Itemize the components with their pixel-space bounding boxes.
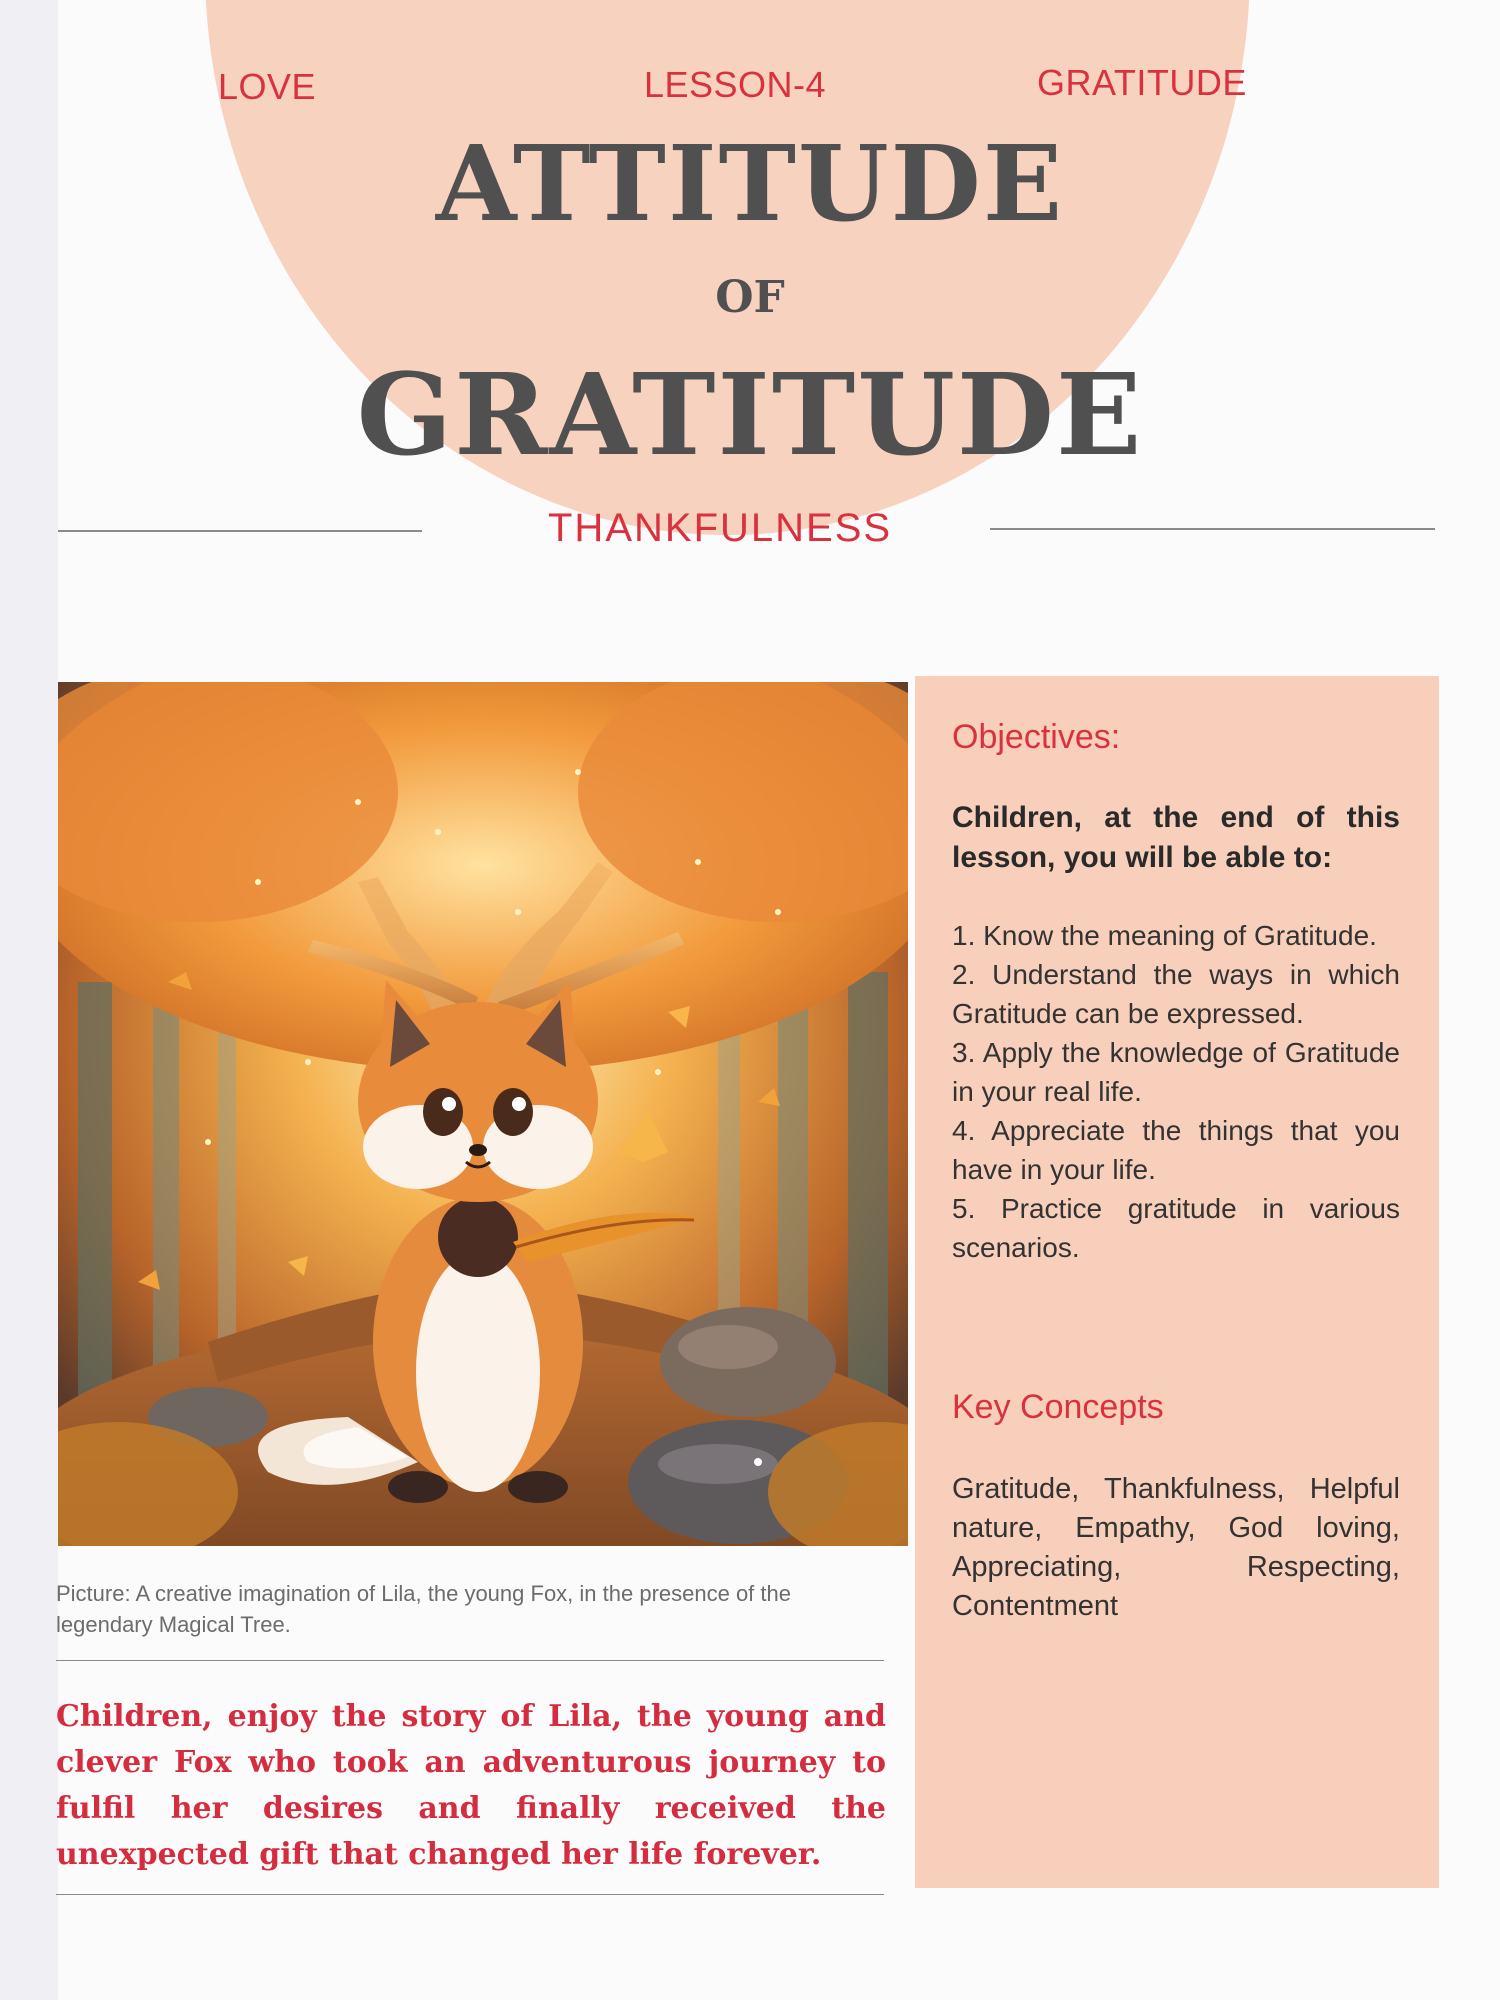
title-line-1: ATTITUDE [435, 122, 1065, 245]
subtitle-rule-right [990, 528, 1435, 530]
lesson-number: LESSON-4 [644, 64, 827, 105]
title-line-2: OF [715, 272, 785, 323]
key-concepts-heading: Key Concepts [952, 1388, 1164, 1426]
title-line-3: GRATITUDE [356, 350, 1144, 481]
picture-caption: Picture: A creative imagination of Lila, the young Fox, in the presence of the legendary Magical Tree. [56, 1581, 791, 1637]
objectives-intro: Children, at the end of this lesson, you will be able to: [952, 801, 1400, 874]
caption-rule [56, 1660, 884, 1661]
objectives-heading: Objectives: [952, 718, 1121, 756]
tag-gratitude: GRATITUDE [1037, 62, 1247, 103]
objective-item: 4. Appreciate the things that you have in your life. [952, 1115, 1400, 1185]
subtitle-rule-left [58, 530, 422, 532]
objective-item: 5. Practice gratitude in various scenarios. [952, 1193, 1400, 1263]
story-rule [56, 1894, 884, 1895]
objective-item: 2. Understand the ways in which Gratitude can be expressed. [952, 959, 1400, 1029]
tag-love: LOVE [218, 66, 317, 107]
story-intro: Children, enjoy the story of Lila, the young and clever Fox who took an adventurous journey to fulfil her desires and finally received the unexpected gift that changed her life forever. [56, 1699, 886, 1872]
key-concepts-text: Gratitude, Thankfulness, Helpful nature, Empathy, God loving, Appreciating, Respecting, Contentment [952, 1473, 1400, 1622]
fox-tree-illustration [58, 682, 908, 1546]
objectives-list [952, 916, 1400, 1267]
objective-item: 1. Know the meaning of Gratitude. [952, 920, 1377, 951]
objective-item: 3. Apply the knowledge of Gratitude in your real life. [952, 1037, 1400, 1107]
subtitle-thankfulness: THANKFULNESS [548, 506, 893, 550]
